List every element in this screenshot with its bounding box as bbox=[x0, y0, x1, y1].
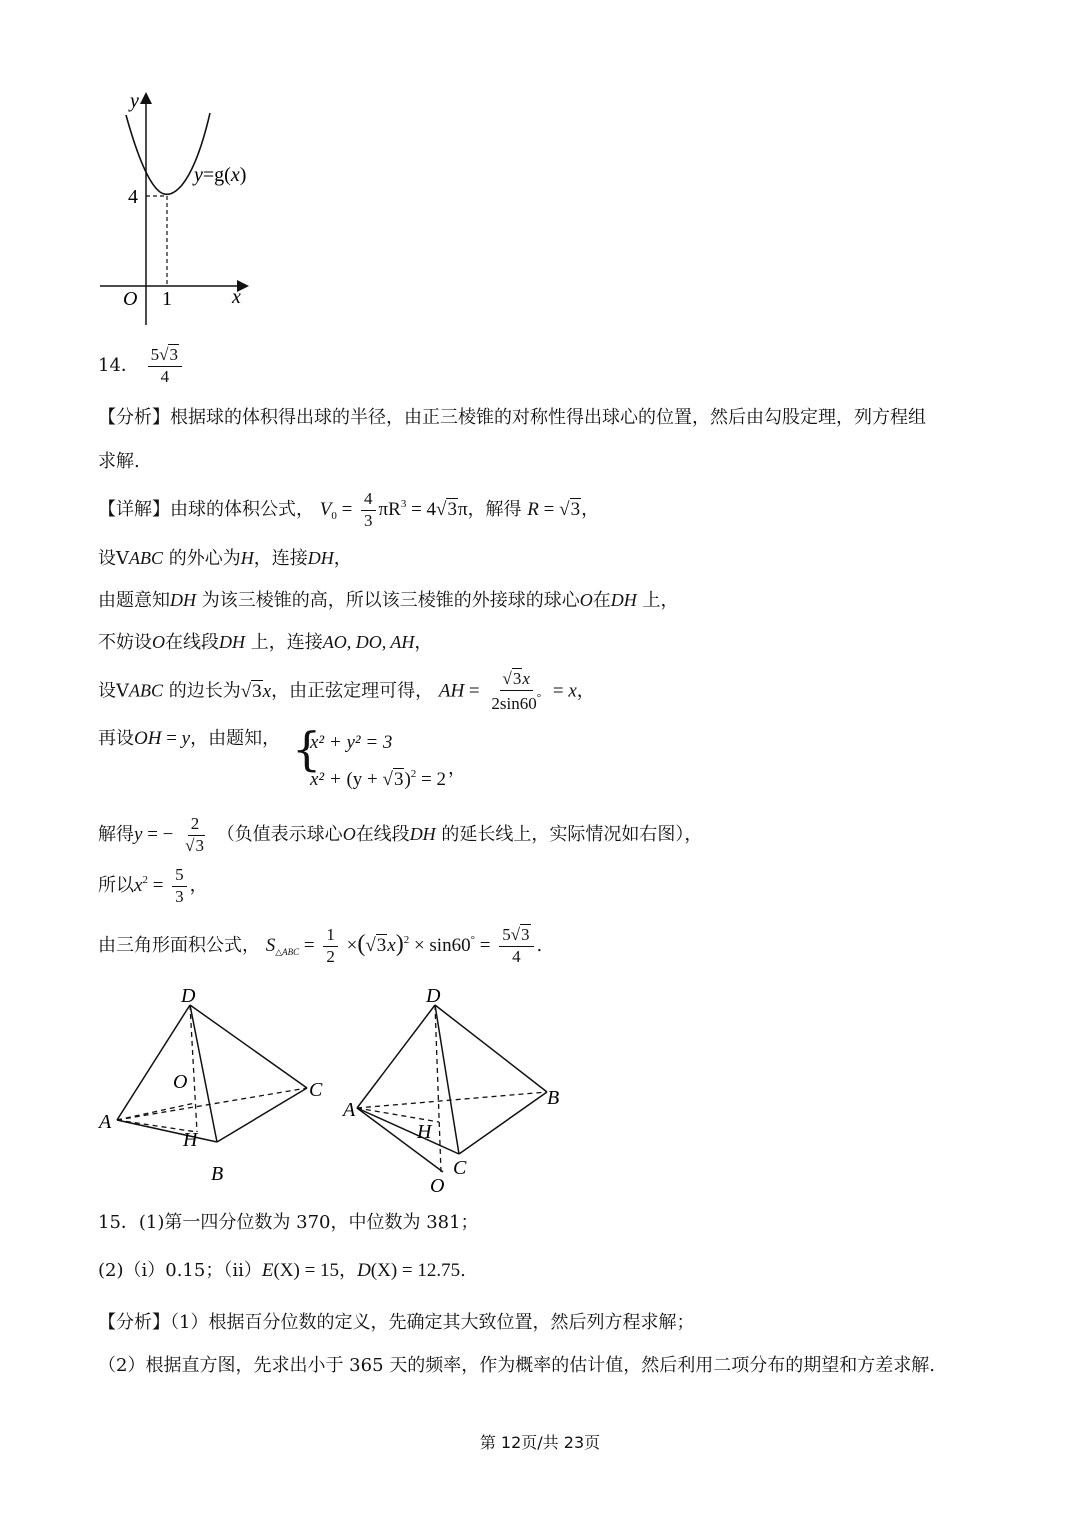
label-C: C bbox=[309, 1079, 323, 1101]
tetrahedron-right bbox=[335, 980, 585, 1200]
q14-line7: 所以$x^2$ = $\frac{5}{3}$ ， bbox=[98, 865, 208, 906]
label-D: D bbox=[426, 985, 441, 1007]
q14-answer: 14． $\frac{5√3}{4}$ bbox=[98, 346, 185, 386]
q14-line6: 解得y = − $\frac{2}{√3}$ （负值表示球心O在线段DH 的延长线上，实际情况如右图）， bbox=[98, 814, 703, 855]
q15-analysis1: 【分析】（1）根据百分位数的定义，先确定其大致位置，然后列方程求解； bbox=[98, 1312, 695, 1333]
tetrahedron-left bbox=[95, 980, 345, 1190]
label-O: O bbox=[173, 1071, 188, 1093]
q14-line3: 不妨设O在线段DH 上，连接AO, DO, AH， bbox=[98, 632, 433, 653]
q14-line2: 由题意知DH 为该三棱锥的高，所以该三棱锥的外接球的球心O在DH 上， bbox=[98, 590, 679, 611]
q14-line1: 设VABC 的外心为H，连接DH， bbox=[98, 548, 352, 569]
page-footer: 第 12页/共 23页 bbox=[479, 1433, 601, 1452]
label-A: A bbox=[343, 1099, 356, 1121]
function-graph bbox=[90, 85, 270, 335]
label-C: C bbox=[453, 1157, 467, 1179]
q14-line4: 设VABC 的边长为√3x，由正弦定理可得， AH = $\frac{√3x}{2\sin 60^\circ}$ = x， bbox=[98, 669, 595, 713]
curve-label: y=g(x) bbox=[194, 164, 247, 186]
y-axis-label: y bbox=[130, 90, 139, 112]
label-O: O bbox=[430, 1175, 445, 1197]
q14-line5: 再设OH = y，由题知， bbox=[98, 728, 281, 749]
label-H: H bbox=[183, 1129, 198, 1151]
x-axis-label: x bbox=[232, 286, 241, 308]
label-D: D bbox=[181, 985, 196, 1007]
tick-x-1: 1 bbox=[162, 288, 172, 310]
q14-analysis: 【分析】根据球的体积得出球的半径，由正三棱锥的对称性得出球心的位置，然后由勾股定理，列方程组 bbox=[98, 407, 926, 428]
q15-line2: (2)（i）0.15；（ii）E(X) = 15，D(X) = 12.75. bbox=[98, 1260, 466, 1281]
q14-detail: 【详解】由球的体积公式， $V_0$ = $\frac{4}{3}$ $\pi R^3 = 4√3\pi$，解得 R = √3， bbox=[98, 489, 600, 530]
label-B: B bbox=[547, 1087, 560, 1109]
label-B: B bbox=[211, 1163, 224, 1185]
origin-label: O bbox=[123, 288, 138, 310]
label-A: A bbox=[99, 1111, 112, 1133]
q14-line8: 由三角形面积公式， $S_{\triangle ABC}$ = $\frac{1}{2}$ $\times(√3x)^2 \times \sin 60^\circ$ = $\frac{5√3}{4}$ . bbox=[98, 925, 543, 966]
q15-analysis2: （2）根据直方图，先求出小于 365 天的频率，作为概率的估计值，然后利用二项分布的期望和方差求解. bbox=[98, 1355, 935, 1376]
tick-y-4: 4 bbox=[128, 186, 138, 208]
q15-line1: 15．(1)第一四分位数为 370，中位数为 381； bbox=[98, 1212, 479, 1233]
q14-analysis-cont: 求解. bbox=[98, 451, 140, 472]
label-H: H bbox=[417, 1121, 432, 1143]
